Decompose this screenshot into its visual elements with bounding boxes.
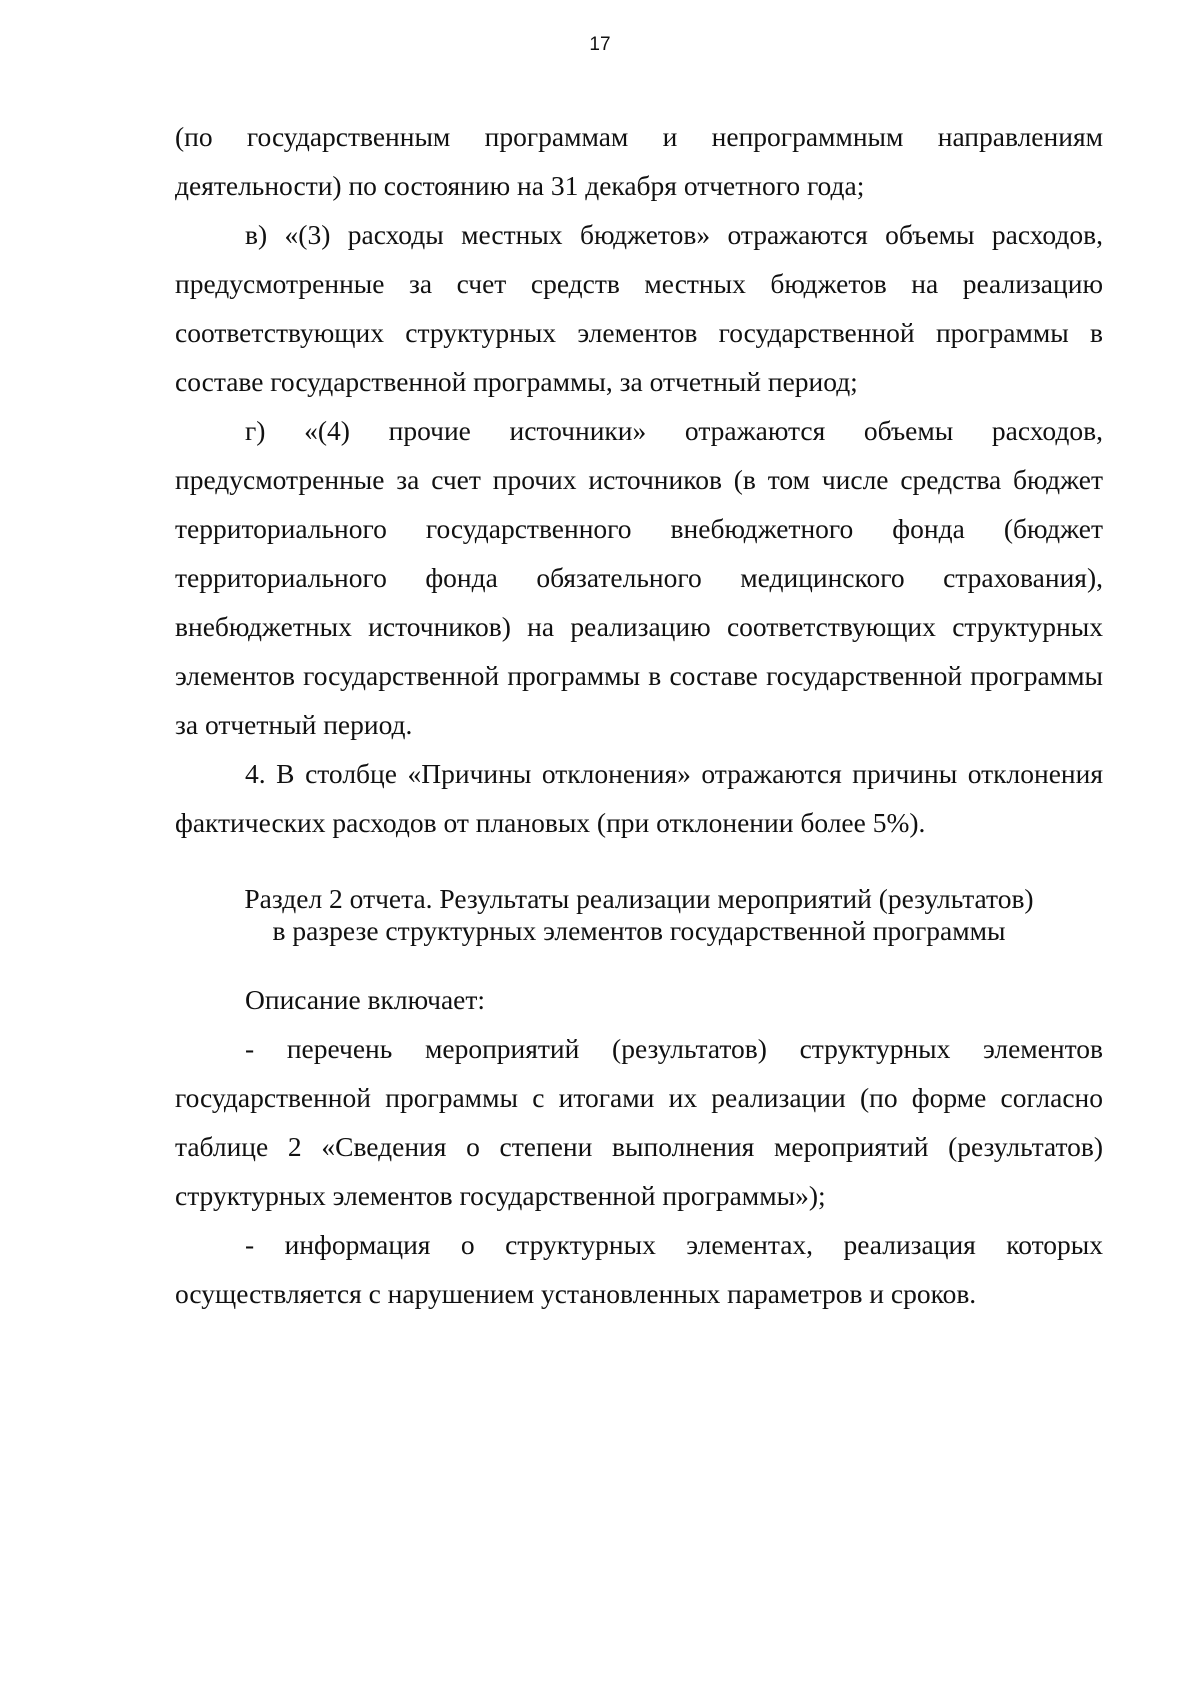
document-body [175, 112, 1103, 1318]
paragraph-item-v: в) «(3) расходы местных бюджетов» отражаются объемы расходов, предусмотренные за счет средств местных бюджетов на реализацию соответствующих структурных элементов государственной программы в составе государственной программы, за отчетный период; [175, 219, 1103, 397]
section-heading [175, 883, 1103, 947]
section-intro: Описание включает: [245, 984, 486, 1015]
paragraph-item-4: 4. В столбце «Причины отклонения» отражаются причины отклонения фактических расходов от плановых (при отклонении более 5%). [175, 758, 1103, 838]
list-item-measures: - перечень мероприятий (результатов) структурных элементов государственной программы с итогами их реализации (по форме согласно таблице 2 «Сведения о степени выполнения мероприятий (результатов) структурных элементов государственной программы»); [175, 1033, 1103, 1211]
paragraph-continuation: (по государственным программам и непрограммным направлениям деятельности) по состоянию на 31 декабря отчетного года; [175, 121, 1103, 201]
section-heading-line-1: Раздел 2 отчета. Результаты реализации мероприятий (результатов) [244, 883, 1034, 914]
section-heading-line-2: в разрезе структурных элементов государственной программы [272, 915, 1006, 946]
paragraph-item-g: г) «(4) прочие источники» отражаются объемы расходов, предусмотренные за счет прочих источников (в том числе средства бюджет территориального государственного внебюджетного фонда (бюджет территориального фонда обязательного медицинского страхования), внебюджетных источников) на реализацию соответствующих структурных элементов государственной программы в составе государственной программы за отчетный период. [175, 415, 1103, 740]
page-number: 17 [589, 34, 611, 55]
list-item-violations: - информация о структурных элементах, реализация которых осуществляется с нарушением установленных параметров и сроков. [175, 1229, 1103, 1309]
